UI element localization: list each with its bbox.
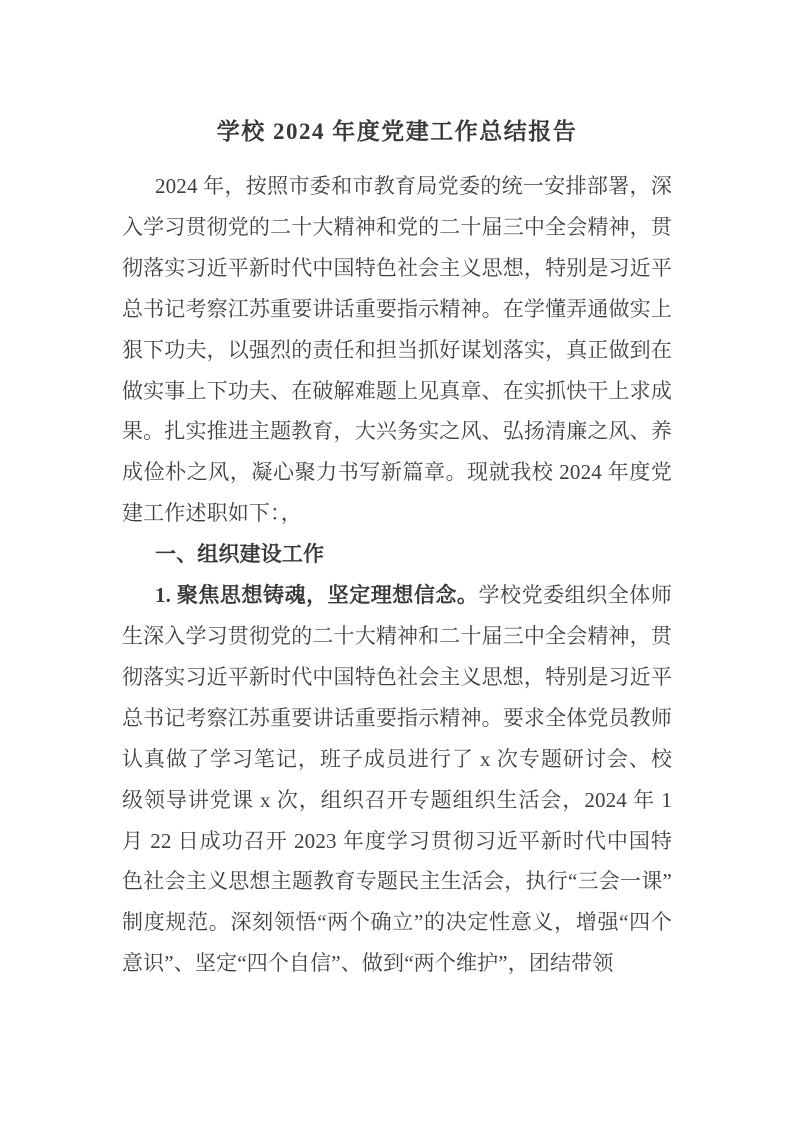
paragraph-item-1-lead: 1. 聚焦思想铸魂，坚定理想信念。 [155, 583, 479, 608]
section-heading-1: 一、组织建设工作 [155, 542, 325, 567]
paragraph-intro: 2024 年，按照市委和市教育局党委的统一安排部署，深入学习贯彻党的二十大精神和党的二十届三中全会精神，贯彻落实习近平新时代中国特色社会主义思想，特别是习近平总书记考察江苏重要讲话重要指示精神。在学懂弄通做实上狠下功夫，以强烈的责任和担当抓好谋划落实，真正做到在做实事上下功夫、在破解难题上见真章、在实抓快干上求成果。扎实推进主题教育，大兴务实之风、弘扬清廉之风、养成俭朴之风，凝心聚力书写新篇章。现就我校 2024 年度党建工作述职如下：， [122, 174, 672, 526]
document-title: 学校 2024 年度党建工作总结报告 [216, 119, 578, 144]
paragraph-item-1-text: 学校党委组织全体师生深入学习贯彻党的二十大精神和二十届三中全会精神，贯彻落实习近平新时代中国特色社会主义思想，特别是习近平总书记考察江苏重要讲话重要指示精神。要求全体党员教师认真做了学习笔记，班子成员进行了 x 次专题研讨会、校级领导讲党课 x 次，组织召开专题组织生活会，2024 年 1 月 22 日成功召开 2023 年度学习贯彻习近平新时代中国特色社会主义思想主题教育专题民主生活会，执行“三会一课”制度规范。深刻领悟“两个确立”的决定性意义，增强“四个意识”、坚定“四个自信”、做到“两个维护”，团结带领 [122, 583, 672, 976]
paragraph-item-1 [122, 575, 672, 984]
